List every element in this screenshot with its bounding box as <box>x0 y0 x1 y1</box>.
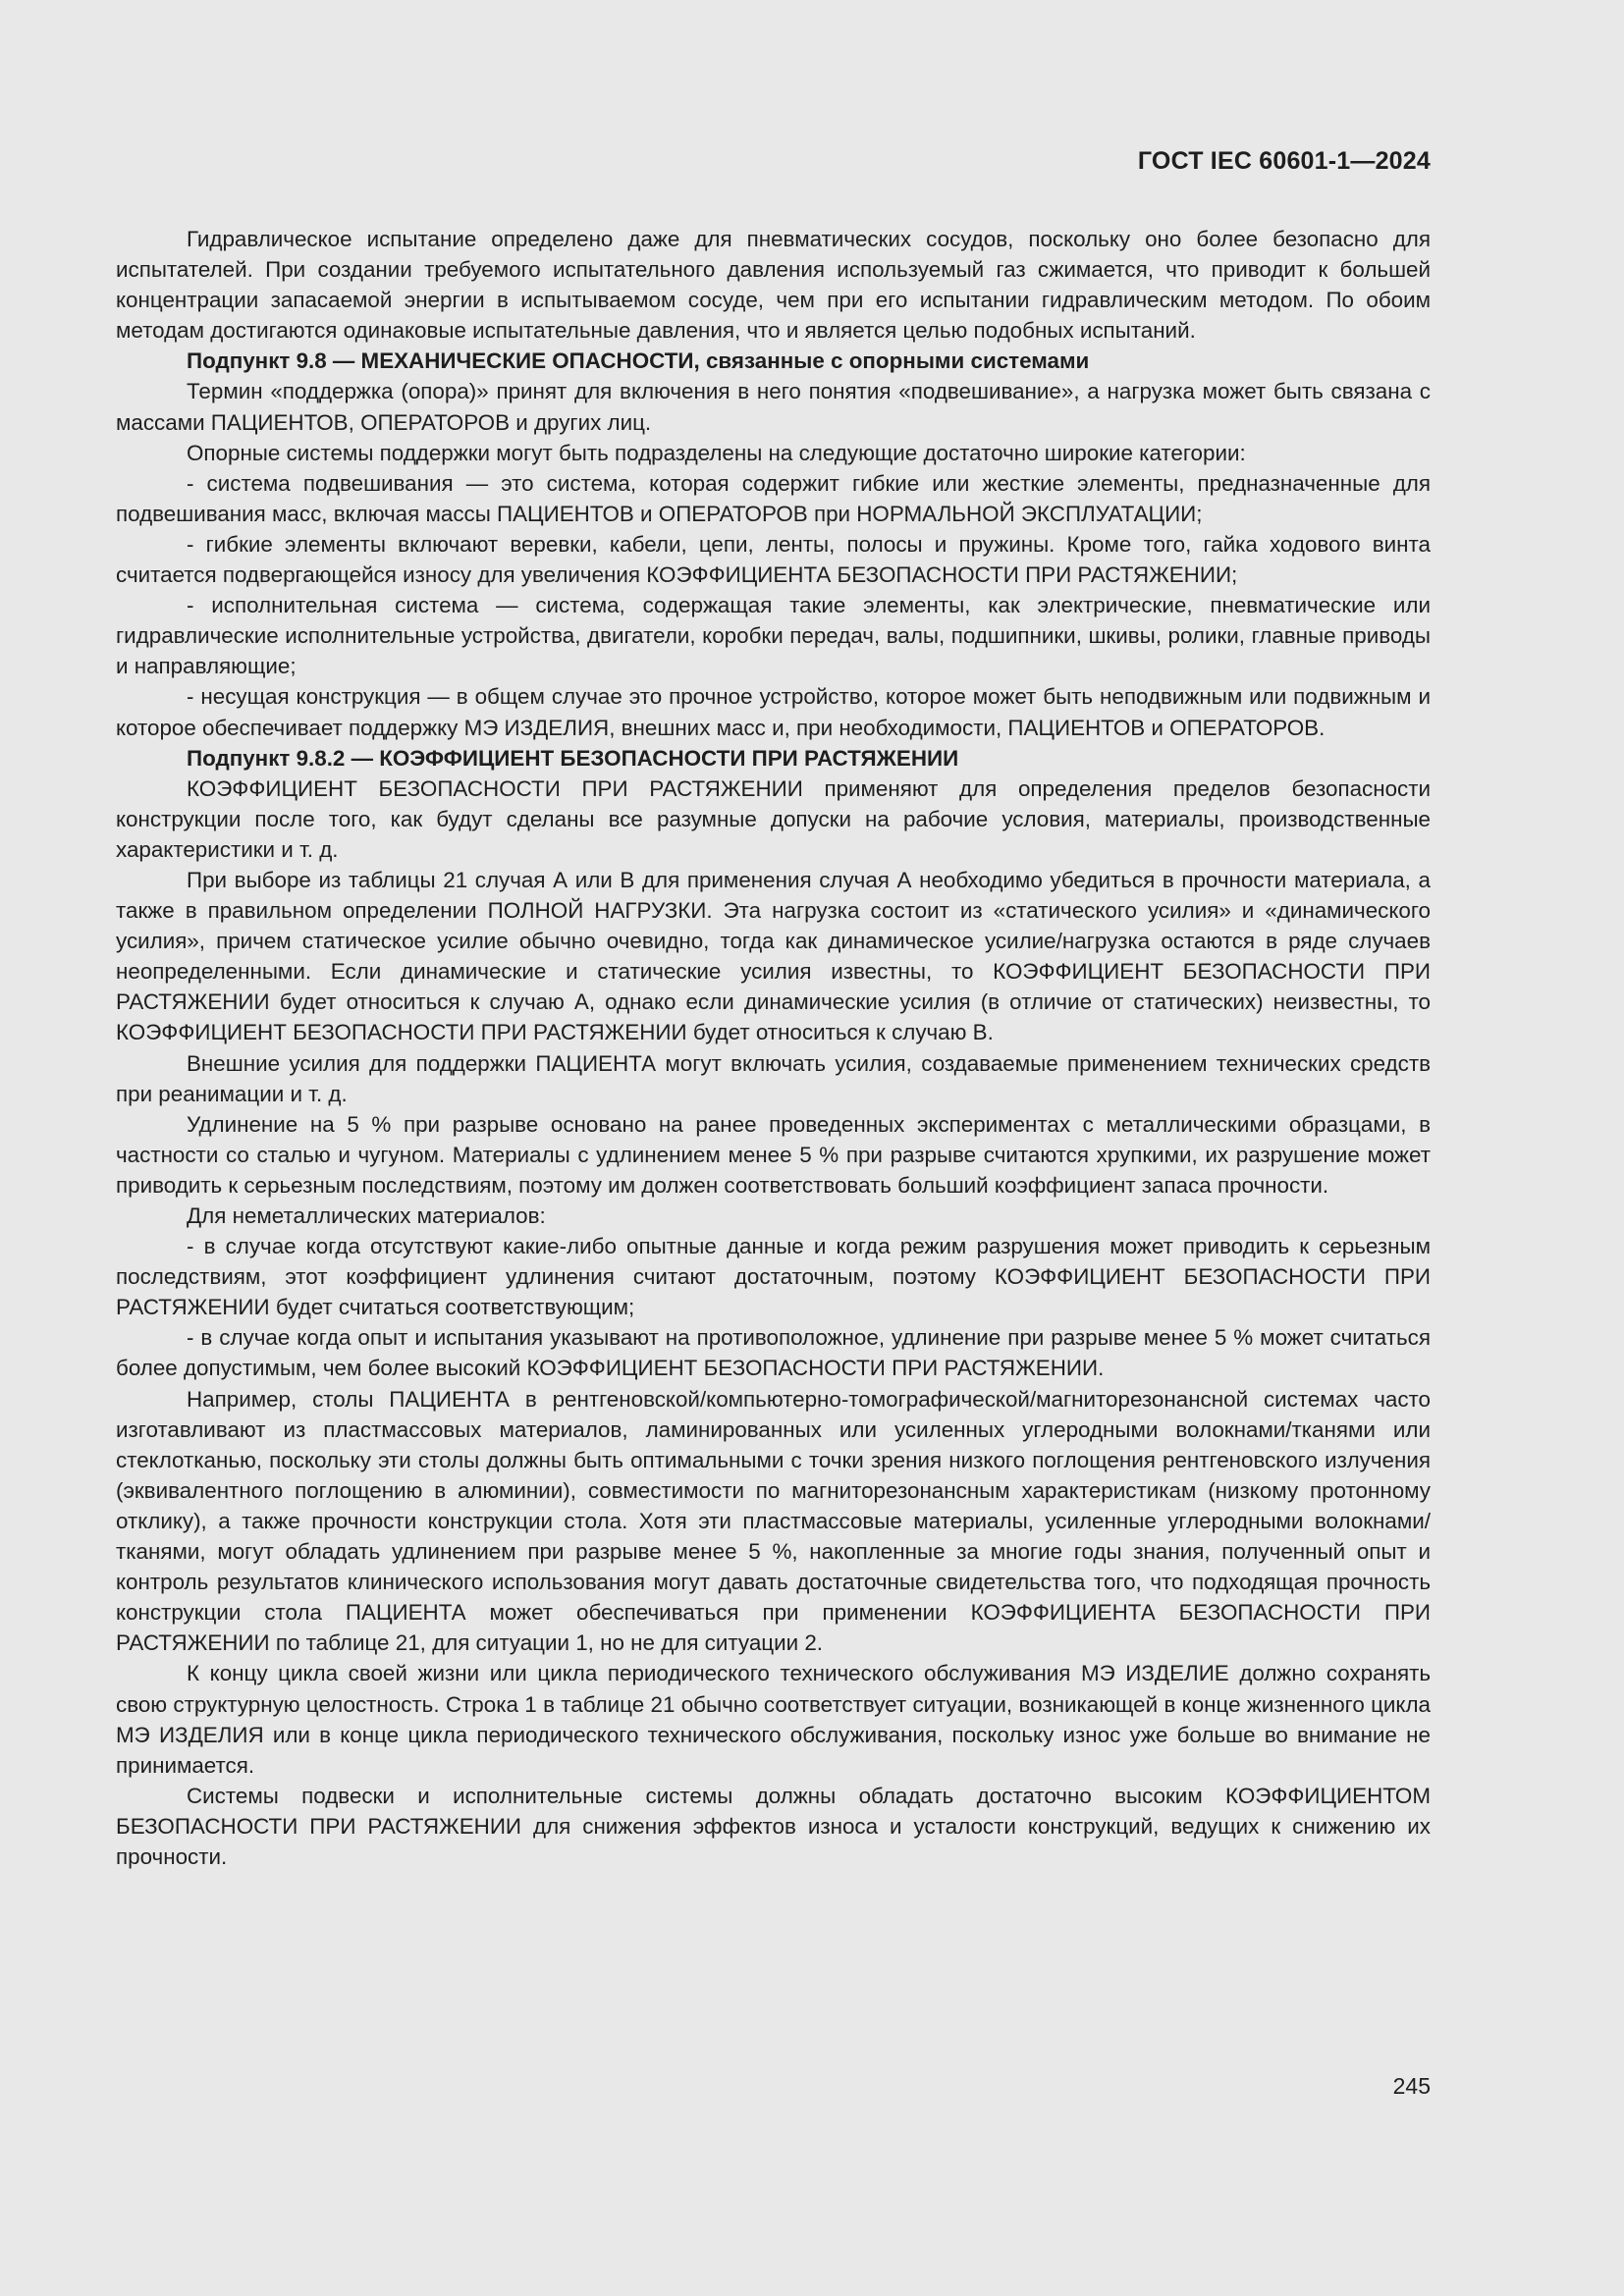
list-item: - система подвешивания — это система, которая содержит гибкие или жесткие элементы, предназначенные для подвешивания масс, включая массы ПАЦИЕНТОВ и ОПЕРАТОРОВ при НОРМАЛЬНОЙ ЭКСПЛУАТАЦИИ; <box>116 470 1431 526</box>
list-item: - исполнительная система — система, содержащая такие элементы, как электрические, пневматические или гидравлические исполнительные устройства, двигатели, коробки передач, валы, подшипники, шкивы, ролики, главные приводы и направляющие; <box>116 593 1431 679</box>
paragraph: КОЭФФИЦИЕНТ БЕЗОПАСНОСТИ ПРИ РАСТЯЖЕНИИ применяют для определения пределов безопасности конструкции после того, как будут сделаны все разумные допуски на рабочие условия, материалы, производственные характеристики и т. д. <box>116 775 1431 862</box>
paragraph: При выборе из таблицы 21 случая А или В для применения случая А необходимо убедиться в прочности материала, а также в правильном определении ПОЛНОЙ НАГРУЗКИ. Эта нагрузка состоит из «статического усилия» и «динамического усилия», причем статическое усилие обычно очевидно, тогда как динамическое усилие/нагрузка остаются в ряде случаев неопределенными. Если динамические и статические усилия известны, то КОЭФФИЦИЕНТ БЕЗОПАСНОСТИ ПРИ РАСТЯЖЕНИИ будет относиться к случаю А, однако если динамические усилия (в отличие от статических) неизвестны, то КОЭФФИЦИЕНТ БЕЗОПАСНОСТИ ПРИ РАСТЯЖЕНИИ будет относиться к случаю В. <box>116 867 1431 1045</box>
paragraph: Гидравлическое испытание определено даже для пневматических сосудов, поскольку оно более безопасно для испытателей. При создании требуемого испытательного давления используемый газ сжимается, что приводит к большей концентрации запасаемой энергии в испытываемом сосуде, чем при его испытании гидравлическим методом. По обоим методам достигаются одинаковые испытательные давления, что и является целью подобных испытаний. <box>116 227 1431 344</box>
paragraph: Для неметаллических материалов: <box>187 1203 546 1228</box>
subclause-heading: Подпункт 9.8.2 — КОЭФФИЦИЕНТ БЕЗОПАСНОСТИ ПРИ РАСТЯЖЕНИИ <box>187 745 959 771</box>
subclause-heading: Подпункт 9.8 — МЕХАНИЧЕСКИЕ ОПАСНОСТИ, связанные с опорными системами <box>187 348 1090 374</box>
page-number: 245 <box>1392 2073 1431 2099</box>
paragraph: Внешние усилия для поддержки ПАЦИЕНТА могут включать усилия, создаваемые применением технических средств при реанимации и т. д. <box>116 1050 1431 1106</box>
list-item: - в случае когда опыт и испытания указывают на противоположное, удлинение при разрыве менее 5 % может считаться более допустимым, чем более высокий КОЭФФИЦИЕНТ БЕЗОПАСНОСТИ ПРИ РАСТЯЖЕНИИ. <box>116 1325 1431 1381</box>
list-item: - в случае когда отсутствуют какие-либо опытные данные и когда режим разрушения может приводить к серьезным последствиям, этот коэффициент удлинения считают достаточным, поэтому КОЭФФИЦИЕНТ БЕЗОПАСНОСТИ ПРИ РАСТЯЖЕНИИ будет считаться соответствующим; <box>116 1234 1431 1320</box>
list-item: - гибкие элементы включают веревки, кабели, цепи, ленты, полосы и пружины. Кроме того, гайка ходового винта считается подвергающейся износу для увеличения КОЭФФИЦИЕНТА БЕЗОПАСНОСТИ ПРИ РАСТЯЖЕНИИ; <box>116 531 1431 588</box>
paragraph: К концу цикла своей жизни или цикла периодического технического обслуживания МЭ ИЗДЕЛИЕ должно сохранять свою структурную целостность. Строка 1 в таблице 21 обычно соответствует ситуации, возникающей в конце жизненного цикла МЭ ИЗДЕЛИЯ или в конце цикла периодического технического обслуживания, поскольку износ уже больше во внимание не принимается. <box>116 1661 1431 1778</box>
document-body <box>116 224 1431 1872</box>
paragraph: Опорные системы поддержки могут быть подразделены на следующие достаточно широкие категории: <box>187 440 1246 465</box>
paragraph: Системы подвески и исполнительные системы должны обладать достаточно высоким КОЭФФИЦИЕНТОМ БЕЗОПАСНОСТИ ПРИ РАСТЯЖЕНИИ для снижения эффектов износа и усталости конструкций, ведущих к снижению их прочности. <box>116 1783 1431 1869</box>
paragraph: Например, столы ПАЦИЕНТА в рентгеновской/компьютерно-томографической/магниторезонансной системах часто изготавливают из пластмассовых материалов, ламинированных или усиленных углеродными волокнами/тканями или стеклотканью, поскольку эти столы должны быть оптимальными с точки зрения низкого поглощения рентгеновского излучения (эквивалентного поглощению в алюминии), совместимости по магниторезонансным характеристикам (низкому протонному отклику), а также прочности конструкции стола. Хотя эти пластмассовые материалы, усиленные углеродными волокнами/тканями, могут обладать удлинением при разрыве менее 5 %, накопленные за многие годы знания, полученный опыт и контроль результатов клинического использования могут давать достаточные свидетельства того, что подходящая прочность конструкции стола ПАЦИЕНТА может обеспечиваться при применении КОЭФФИЦИЕНТА БЕЗОПАСНОСТИ ПРИ РАСТЯЖЕНИИ по таблице 21, для ситуации 1, но не для ситуации 2. <box>116 1386 1431 1656</box>
paragraph: Термин «поддержка (опора)» принят для включения в него понятия «подвешивание», а нагрузка может быть связана с массами ПАЦИЕНТОВ, ОПЕРАТОРОВ и других лиц. <box>116 379 1431 435</box>
list-item: - несущая конструкция — в общем случае это прочное устройство, которое может быть неподвижным или подвижным и которое обеспечивает поддержку МЭ ИЗДЕЛИЯ, внешних масс и, при необходимости, ПАЦИЕНТОВ и ОПЕРАТОРОВ. <box>116 684 1431 740</box>
paragraph: Удлинение на 5 % при разрыве основано на ранее проведенных экспериментах с металлическими образцами, в частности со сталью и чугуном. Материалы с удлинением менее 5 % при разрыве считаются хрупкими, их разрушение может приводить к серьезным последствиям, поэтому им должен соответствовать больший коэффициент запаса прочности. <box>116 1111 1431 1198</box>
document-header: ГОСТ IEC 60601-1—2024 <box>1137 147 1431 175</box>
